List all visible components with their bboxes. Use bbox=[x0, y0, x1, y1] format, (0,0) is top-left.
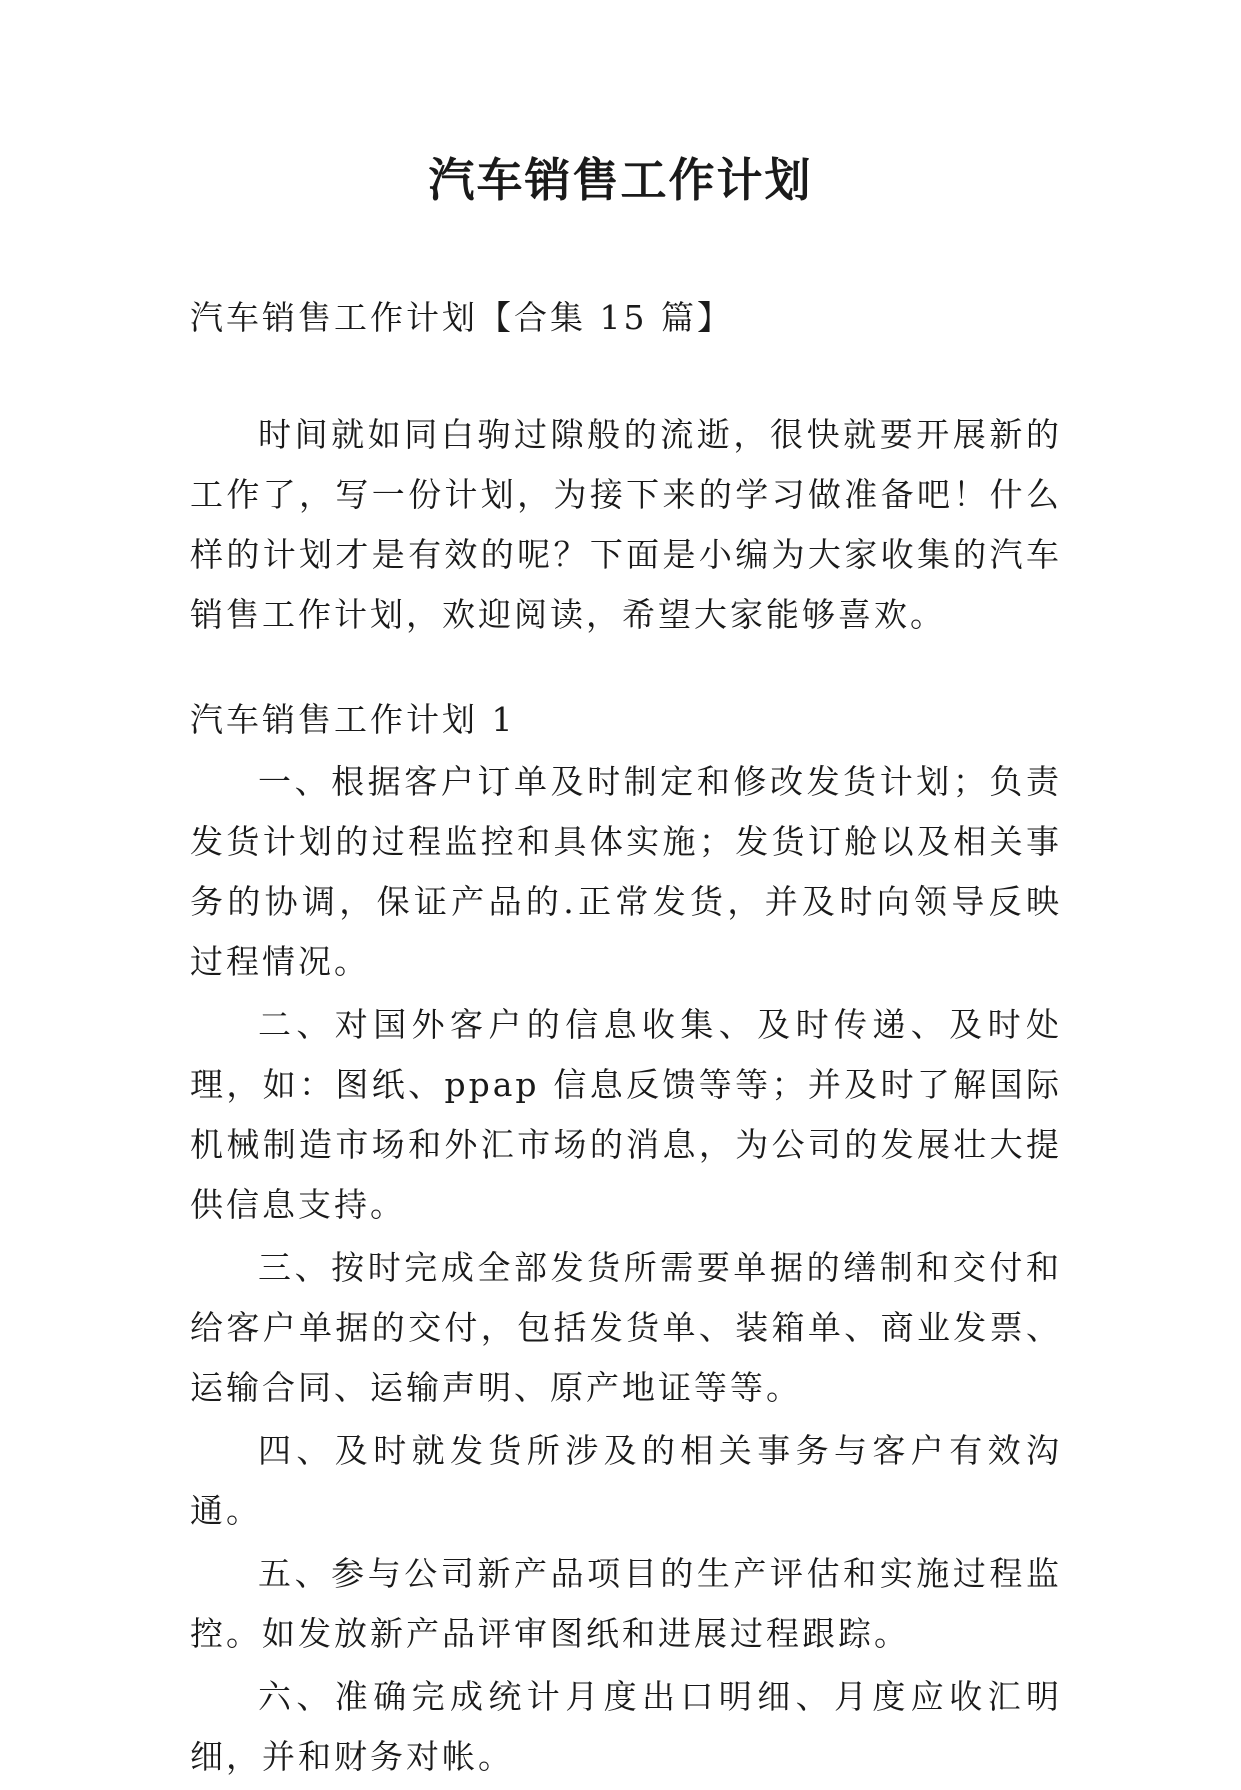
list-item: 五、参与公司新产品项目的生产评估和实施过程监控。如发放新产品评审图纸和进展过程跟踪。 bbox=[190, 1554, 1062, 1653]
document-title: 汽车销售工作计划 bbox=[428, 153, 813, 207]
list-item: 一、根据客户订单及时制定和修改发货计划；负责发货计划的过程监控和具体实施；发货订舱以及相关事务的协调，保证产品的.正常发货，并及时向领导反映过程情况。 bbox=[190, 762, 1062, 981]
list-item: 四、及时就发货所涉及的相关事务与客户有效沟通。 bbox=[190, 1431, 1062, 1530]
section-heading: 汽车销售工作计划 1 bbox=[190, 700, 516, 739]
list-item: 二、对国外客户的信息收集、及时传递、及时处理，如：图纸、ppap 信息反馈等等；并及时了解国际机械制造市场和外汇市场的消息，为公司的发展壮大提供信息支持。 bbox=[190, 1005, 1062, 1224]
list-item: 六、准确完成统计月度出口明细、月度应收汇明细，并和财务对帐。 bbox=[190, 1677, 1062, 1776]
list-item: 三、按时完成全部发货所需要单据的缮制和交付和给客户单据的交付，包括发货单、装箱单、商业发票、运输合同、运输声明、原产地证等等。 bbox=[190, 1248, 1062, 1407]
item-list bbox=[190, 752, 1062, 1790]
document-subtitle: 汽车销售工作计划【合集 15 篇】 bbox=[190, 298, 733, 337]
intro-section bbox=[190, 405, 1062, 645]
intro-paragraph: 时间就如同白驹过隙般的流逝，很快就要开展新的工作了，写一份计划，为接下来的学习做准备吧！什么样的计划才是有效的呢？下面是小编为大家收集的汽车销售工作计划，欢迎阅读，希望大家能够喜欢。 bbox=[190, 415, 1062, 634]
